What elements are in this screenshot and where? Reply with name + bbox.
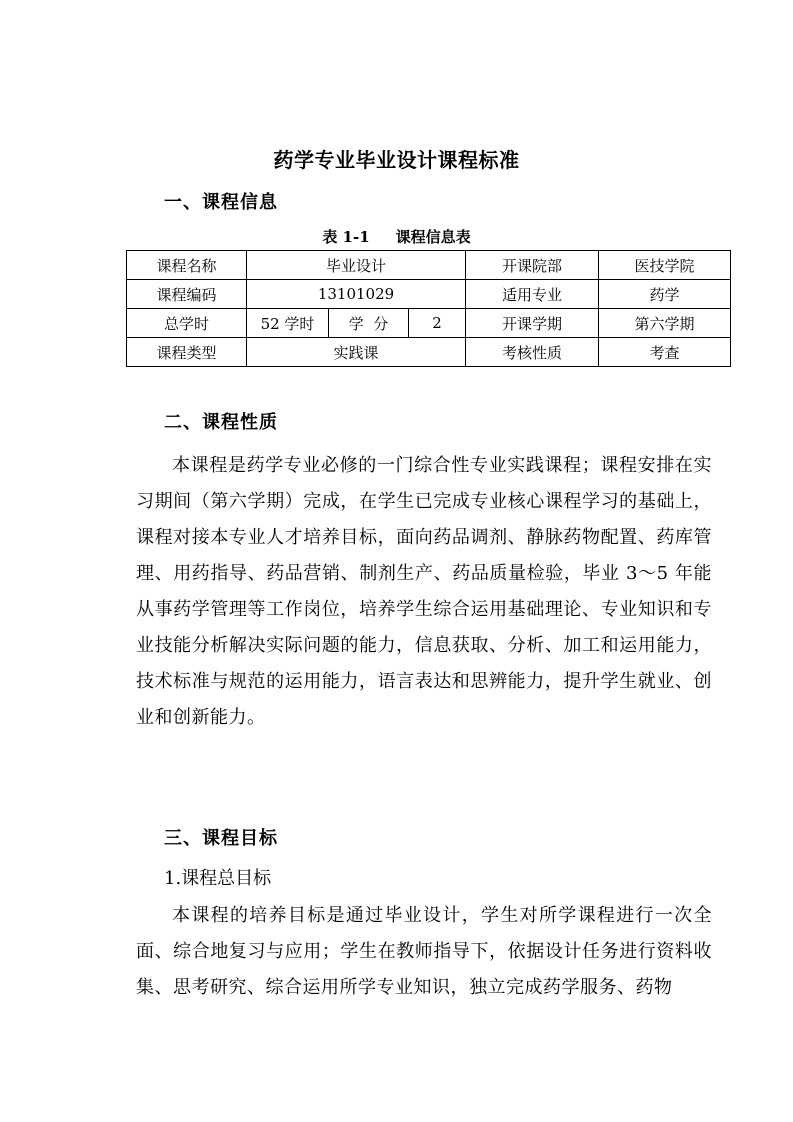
- course-name-label: 课程名称: [127, 251, 247, 280]
- section-heading-course-nature: 二、课程性质: [164, 412, 278, 433]
- course-nature-paragraph: 本课程是药学专业必修的一门综合性专业实践课程；课程安排在实习期间（第六学期）完成，在学生已完成专业核心课程学习的基础上，课程对接本专业人才培养目标，面向药品调剂、静脉药物配置、药库管理、用药指导、药品营销、制剂生产、药品质量检验，毕业 3～5 年能从事药学管理等工作岗位，培养学生综合运用基础理论、专业知识和专业技能分析解决实际问题的能力，信息获取、分析、加工和运用能力，技术标准与规范的运用能力，语言表达和思辨能力，提升学生就业、创业和创新能力。: [136, 455, 712, 728]
- department-value: 医技学院: [599, 251, 731, 280]
- assessment-value: 考查: [599, 338, 731, 367]
- overall-objective-paragraph: 本课程的培养目标是通过毕业设计，学生对所学课程进行一次全面、综合地复习与应用；学生在教师指导下，依据设计任务进行资料收集、思考研究、综合运用所学专业知识，独立完成药学服务、药物: [136, 905, 712, 998]
- course-code-label: 课程编码: [127, 280, 247, 309]
- hours-label: 总学时: [127, 309, 247, 338]
- semester-label: 开课学期: [466, 309, 599, 338]
- department-label: 开课院部: [466, 251, 599, 280]
- section-heading-course-info: 一、课程信息: [164, 192, 278, 213]
- page-title: 药学专业毕业设计课程标准: [273, 148, 520, 172]
- course-type-label: 课程类型: [127, 338, 247, 367]
- assessment-label: 考核性质: [466, 338, 599, 367]
- major-label: 适用专业: [466, 280, 599, 309]
- table-row: [127, 309, 731, 338]
- semester-value: 第六学期: [599, 309, 731, 338]
- course-name-value: 毕业设计: [247, 251, 466, 280]
- course-info-table: [126, 250, 731, 367]
- table-caption-number: 表 1-1: [322, 228, 370, 246]
- course-code-value: 13101029: [247, 280, 466, 309]
- course-type-value: 实践课: [247, 338, 466, 367]
- hours-value: 52 学时: [247, 309, 329, 338]
- table-row: [127, 280, 731, 309]
- subheading-overall-objective: 1.课程总目标: [164, 868, 272, 889]
- table-caption: [0, 226, 793, 247]
- credit-label: 学 分: [329, 309, 409, 338]
- section-heading-course-objectives: 三、课程目标: [164, 828, 278, 849]
- table-caption-text: 课程信息表: [395, 228, 471, 246]
- credit-value: 2: [409, 309, 466, 338]
- major-value: 药学: [599, 280, 731, 309]
- table-row: [127, 251, 731, 280]
- table-row: [127, 338, 731, 367]
